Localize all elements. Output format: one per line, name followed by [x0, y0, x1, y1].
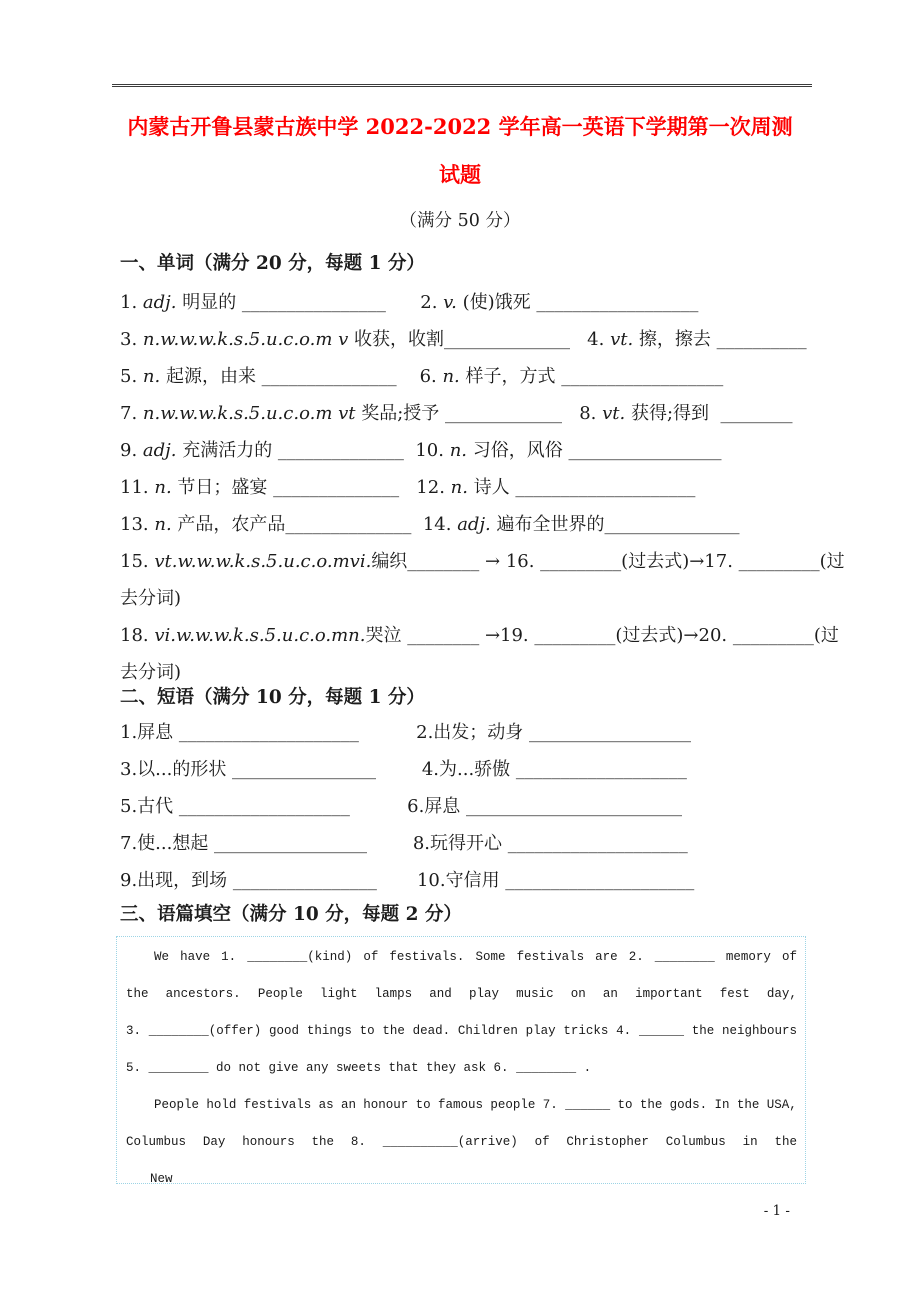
section-heading-cloze: 三、语篇填空（满分 10 分，每题 2 分） [120, 904, 462, 925]
cloze-passage-line: We have 1. ________(kind) of festivals. Some festivals are 2. ________ memory of [154, 950, 797, 964]
phrase-item-line: 1.屏息 ____________________ 2.出发；动身 __________________ [120, 722, 692, 743]
word-item-line: 15. vt.w.w.w.k.s.5.u.c.o.mvi.编织________ → 16. _________(过去式)→17. _________(过 [120, 551, 845, 572]
word-item-line: 去分词) [120, 588, 182, 609]
word-item-line: 5. n. 起源，由来 _______________ 6. n. 样子，方式 __________________ [120, 366, 724, 387]
word-item-line: 18. vi.w.w.w.k.s.5.u.c.o.mn.哭泣 ________ →19. _________(过去式)→20. _________(过 [120, 625, 839, 646]
cloze-passage-box [116, 936, 806, 1184]
header-divider-line [112, 84, 812, 87]
cloze-passage-line: People hold festivals as an honour to famous people 7. ______ to the gods. In the USA, [154, 1098, 797, 1112]
word-item-line: 13. n. 产品，农产品______________ 14. adj. 遍布全世界的_______________ [120, 514, 740, 535]
phrase-item-line: 9.出现，到场 ________________ 10.守信用 _____________________ [120, 870, 695, 891]
page-number: - 1 - [763, 1203, 790, 1219]
phrase-item-line: 7.使...想起 _________________ 8.玩得开心 ____________________ [120, 833, 688, 854]
word-item-line: 7. n.w.w.w.k.s.5.u.c.o.m vt 奖品;授予 _____________ 8. vt. 获得;得到 ________ [120, 403, 793, 424]
word-item-line: 去分词) [120, 662, 182, 683]
phrase-item-list [120, 714, 832, 899]
phrase-item-line: 3.以...的形状 ________________ 4.为...骄傲 ___________________ [120, 759, 687, 780]
cloze-passage-line: 5. ________ do not give any sweets that they ask 6. ________ . [126, 1061, 592, 1075]
cloze-passage-line: the ancestors. People light lamps and play music on an important fest day, [126, 987, 797, 1001]
word-item-line: 9. adj. 充满活力的 ______________ 10. n. 习俗，风俗 _________________ [120, 440, 722, 461]
total-score-subtitle: （满分 50 分） [399, 211, 521, 231]
document-title-line1: 内蒙古开鲁县蒙古族中学 2022-2022 学年高一英语下学期第一次周测 [127, 114, 793, 139]
cloze-passage-line: New [150, 1172, 173, 1186]
word-item-line: 3. n.w.w.w.k.s.5.u.c.o.m v 收获，收割______________ 4. vt. 擦，擦去 __________ [120, 329, 807, 350]
document-title-line2: 试题 [439, 162, 481, 187]
word-item-line: 1. adj. 明显的 ________________ 2. v. (使)饿死 __________________ [120, 292, 699, 313]
phrase-item-line: 5.古代 ___________________ 6.屏息 ________________________ [120, 796, 683, 817]
word-item-list [120, 284, 845, 691]
section-heading-phrases: 二、短语（满分 10 分，每题 1 分） [120, 687, 425, 708]
word-item-line: 11. n. 节日；盛宴 ______________ 12. n. 诗人 ____________________ [120, 477, 696, 498]
cloze-passage-line: Columbus Day honours the 8. __________(arrive) of Christopher Columbus in the [126, 1135, 797, 1149]
section-heading-words: 一、单词（满分 20 分，每题 1 分） [120, 253, 425, 274]
cloze-passage-line: 3. ________(offer) good things to the dead. Children play tricks 4. ______ the neighbours [126, 1024, 797, 1038]
